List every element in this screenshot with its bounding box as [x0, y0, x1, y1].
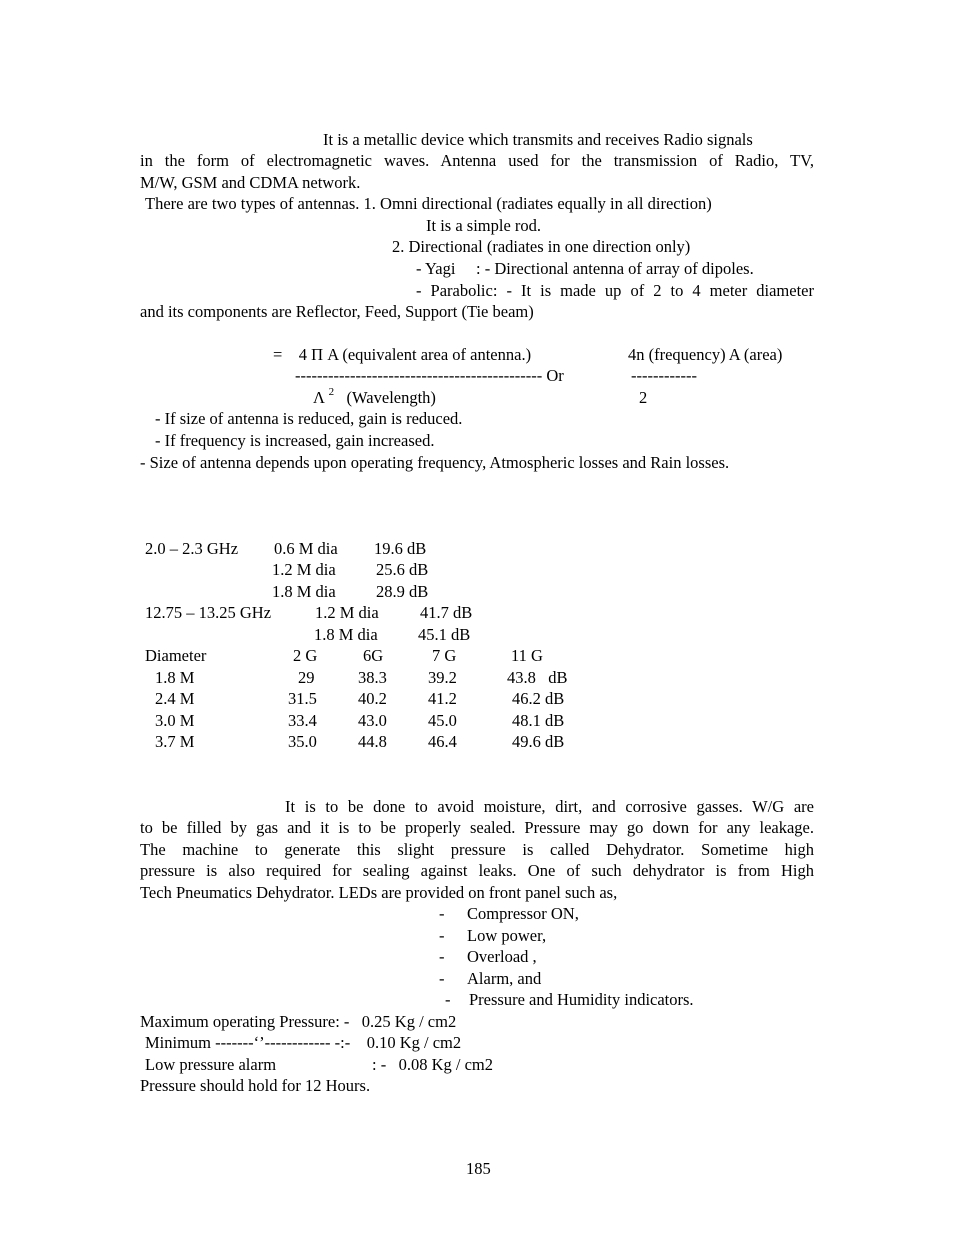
pressure-hold-note: Pressure should hold for 12 Hours. — [140, 1076, 371, 1095]
gain-alt-fraction-bar: ------------ — [631, 366, 697, 385]
table-cell: 48.1 dB — [512, 711, 565, 730]
indicator-label: Pressure and Humidity indicators. — [469, 990, 694, 1009]
table-cell: 33.4 — [288, 711, 317, 730]
gain-formula-numerator: = 4 Π A (equivalent area of antenna.) — [273, 345, 532, 364]
gain-formula-denominator — [313, 387, 436, 409]
band-1-label: 2.0 – 2.3 GHz — [145, 539, 239, 558]
bullet: - — [439, 947, 445, 966]
band-2-dia-2: 1.8 M dia — [314, 625, 378, 644]
low-pressure-alarm-value: : - 0.08 Kg / cm2 — [372, 1055, 493, 1074]
pressurization-line-2: to be filled by gas and it is to be properly sealed. Pressure may go down for any leakage. — [140, 818, 814, 837]
pressurization-line-1: It is to be done to avoid moisture, dirt, and corrosive gasses. W/G are — [285, 797, 814, 816]
indicator-label: Overload , — [467, 947, 537, 966]
gain-note-dependency: - Size of antenna depends upon operating frequency, Atmospheric losses and Rain losses. — [140, 453, 730, 472]
antenna-intro-line-1: It is a metallic device which transmits and receives Radio signals — [323, 130, 753, 149]
gain-note-frequency: - If frequency is increased, gain increased. — [155, 431, 435, 450]
band-1-dia: 0.6 M dia — [274, 539, 338, 558]
gain-alt-denominator: 2 — [639, 388, 648, 407]
band-1-gain-3: 28.9 dB — [376, 582, 429, 601]
band-2-gain: 41.7 dB — [420, 603, 473, 622]
header-diameter: Diameter — [145, 646, 207, 665]
table-cell: 31.5 — [288, 689, 317, 708]
table-cell: 1.8 M — [155, 668, 195, 687]
antenna-intro-line-3: M/W, GSM and CDMA network. — [140, 173, 361, 192]
table-cell: 35.0 — [288, 732, 317, 751]
band-1-dia-2: 1.2 M dia — [272, 560, 336, 579]
band-2-label: 12.75 – 13.25 GHz — [145, 603, 272, 622]
bullet: - — [439, 969, 445, 988]
band-1-gain: 19.6 dB — [374, 539, 427, 558]
min-pressure: Minimum -------‘’------------ -:- 0.10 Kg / cm2 — [145, 1033, 462, 1052]
directional-type: 2. Directional (radiates in one direction only) — [392, 237, 691, 256]
low-pressure-alarm-label: Low pressure alarm — [145, 1055, 277, 1074]
parabolic-item: - Parabolic: - It is made up of 2 to 4 meter diameter — [416, 281, 814, 300]
indicator-label: Low power, — [467, 926, 547, 945]
table-cell: 3.0 M — [155, 711, 195, 730]
max-pressure: Maximum operating Pressure: - 0.25 Kg / cm2 — [140, 1012, 457, 1031]
table-cell: 46.2 dB — [512, 689, 565, 708]
wavelength-label: (Wavelength) — [346, 388, 436, 407]
band-1-dia-3: 1.8 M dia — [272, 582, 336, 601]
table-cell: 2.4 M — [155, 689, 195, 708]
table-cell: 41.2 — [428, 689, 457, 708]
pressurization-line-4: pressure is also required for sealing against leaks. One of such dehydrator is from High — [140, 861, 814, 880]
indicator-label: Alarm, and — [467, 969, 542, 988]
table-cell: 44.8 — [358, 732, 387, 751]
gain-alt-numerator: 4n (frequency) A (area) — [628, 345, 783, 364]
header-2g: 2 G — [293, 646, 318, 665]
yagi-item: - Yagi : - Directional antenna of array of dipoles. — [416, 259, 754, 278]
table-cell: 49.6 dB — [512, 732, 565, 751]
gain-note-size: - If size of antenna is reduced, gain is reduced. — [155, 409, 463, 428]
table-cell: 45.0 — [428, 711, 457, 730]
band-2-dia: 1.2 M dia — [315, 603, 379, 622]
table-cell: 29 — [298, 668, 315, 687]
gain-formula-fraction-bar: --------------------------------------------- Or — [295, 366, 564, 385]
antenna-intro-line-2: in the form of electromagnetic waves. Antenna used for the transmission of Radio, TV, — [140, 151, 814, 170]
lambda-symbol: Λ — [313, 388, 325, 407]
indicator-label: Compressor ON, — [467, 904, 579, 923]
bullet: - — [445, 990, 451, 1009]
table-cell: 40.2 — [358, 689, 387, 708]
pressurization-line-5: Tech Pneumatics Dehydrator. LEDs are provided on front panel such as, — [140, 883, 618, 902]
table-cell: 43.8 dB — [507, 668, 568, 687]
table-cell: 46.4 — [428, 732, 457, 751]
antenna-types-line: There are two types of antennas. 1. Omni directional (radiates equally in all direction) — [145, 194, 712, 213]
band-1-gain-2: 25.6 dB — [376, 560, 429, 579]
table-cell: 39.2 — [428, 668, 457, 687]
pressurization-line-3: The machine to generate this slight pressure is called Dehydrator. Sometime high — [140, 840, 814, 859]
page-number: 185 — [466, 1159, 491, 1178]
table-cell: 3.7 M — [155, 732, 195, 751]
parabolic-components: and its components are Reflector, Feed, Support (Tie beam) — [140, 302, 534, 321]
bullet: - — [439, 904, 445, 923]
header-7g: 7 G — [432, 646, 457, 665]
band-2-gain-2: 45.1 dB — [418, 625, 471, 644]
bullet: - — [439, 926, 445, 945]
lambda-exponent: 2 — [328, 385, 335, 398]
table-cell: 43.0 — [358, 711, 387, 730]
header-6g: 6G — [363, 646, 384, 665]
header-11g: 11 G — [511, 646, 543, 665]
omni-description: It is a simple rod. — [426, 216, 542, 235]
table-cell: 38.3 — [358, 668, 387, 687]
gain-table-header — [145, 645, 548, 672]
